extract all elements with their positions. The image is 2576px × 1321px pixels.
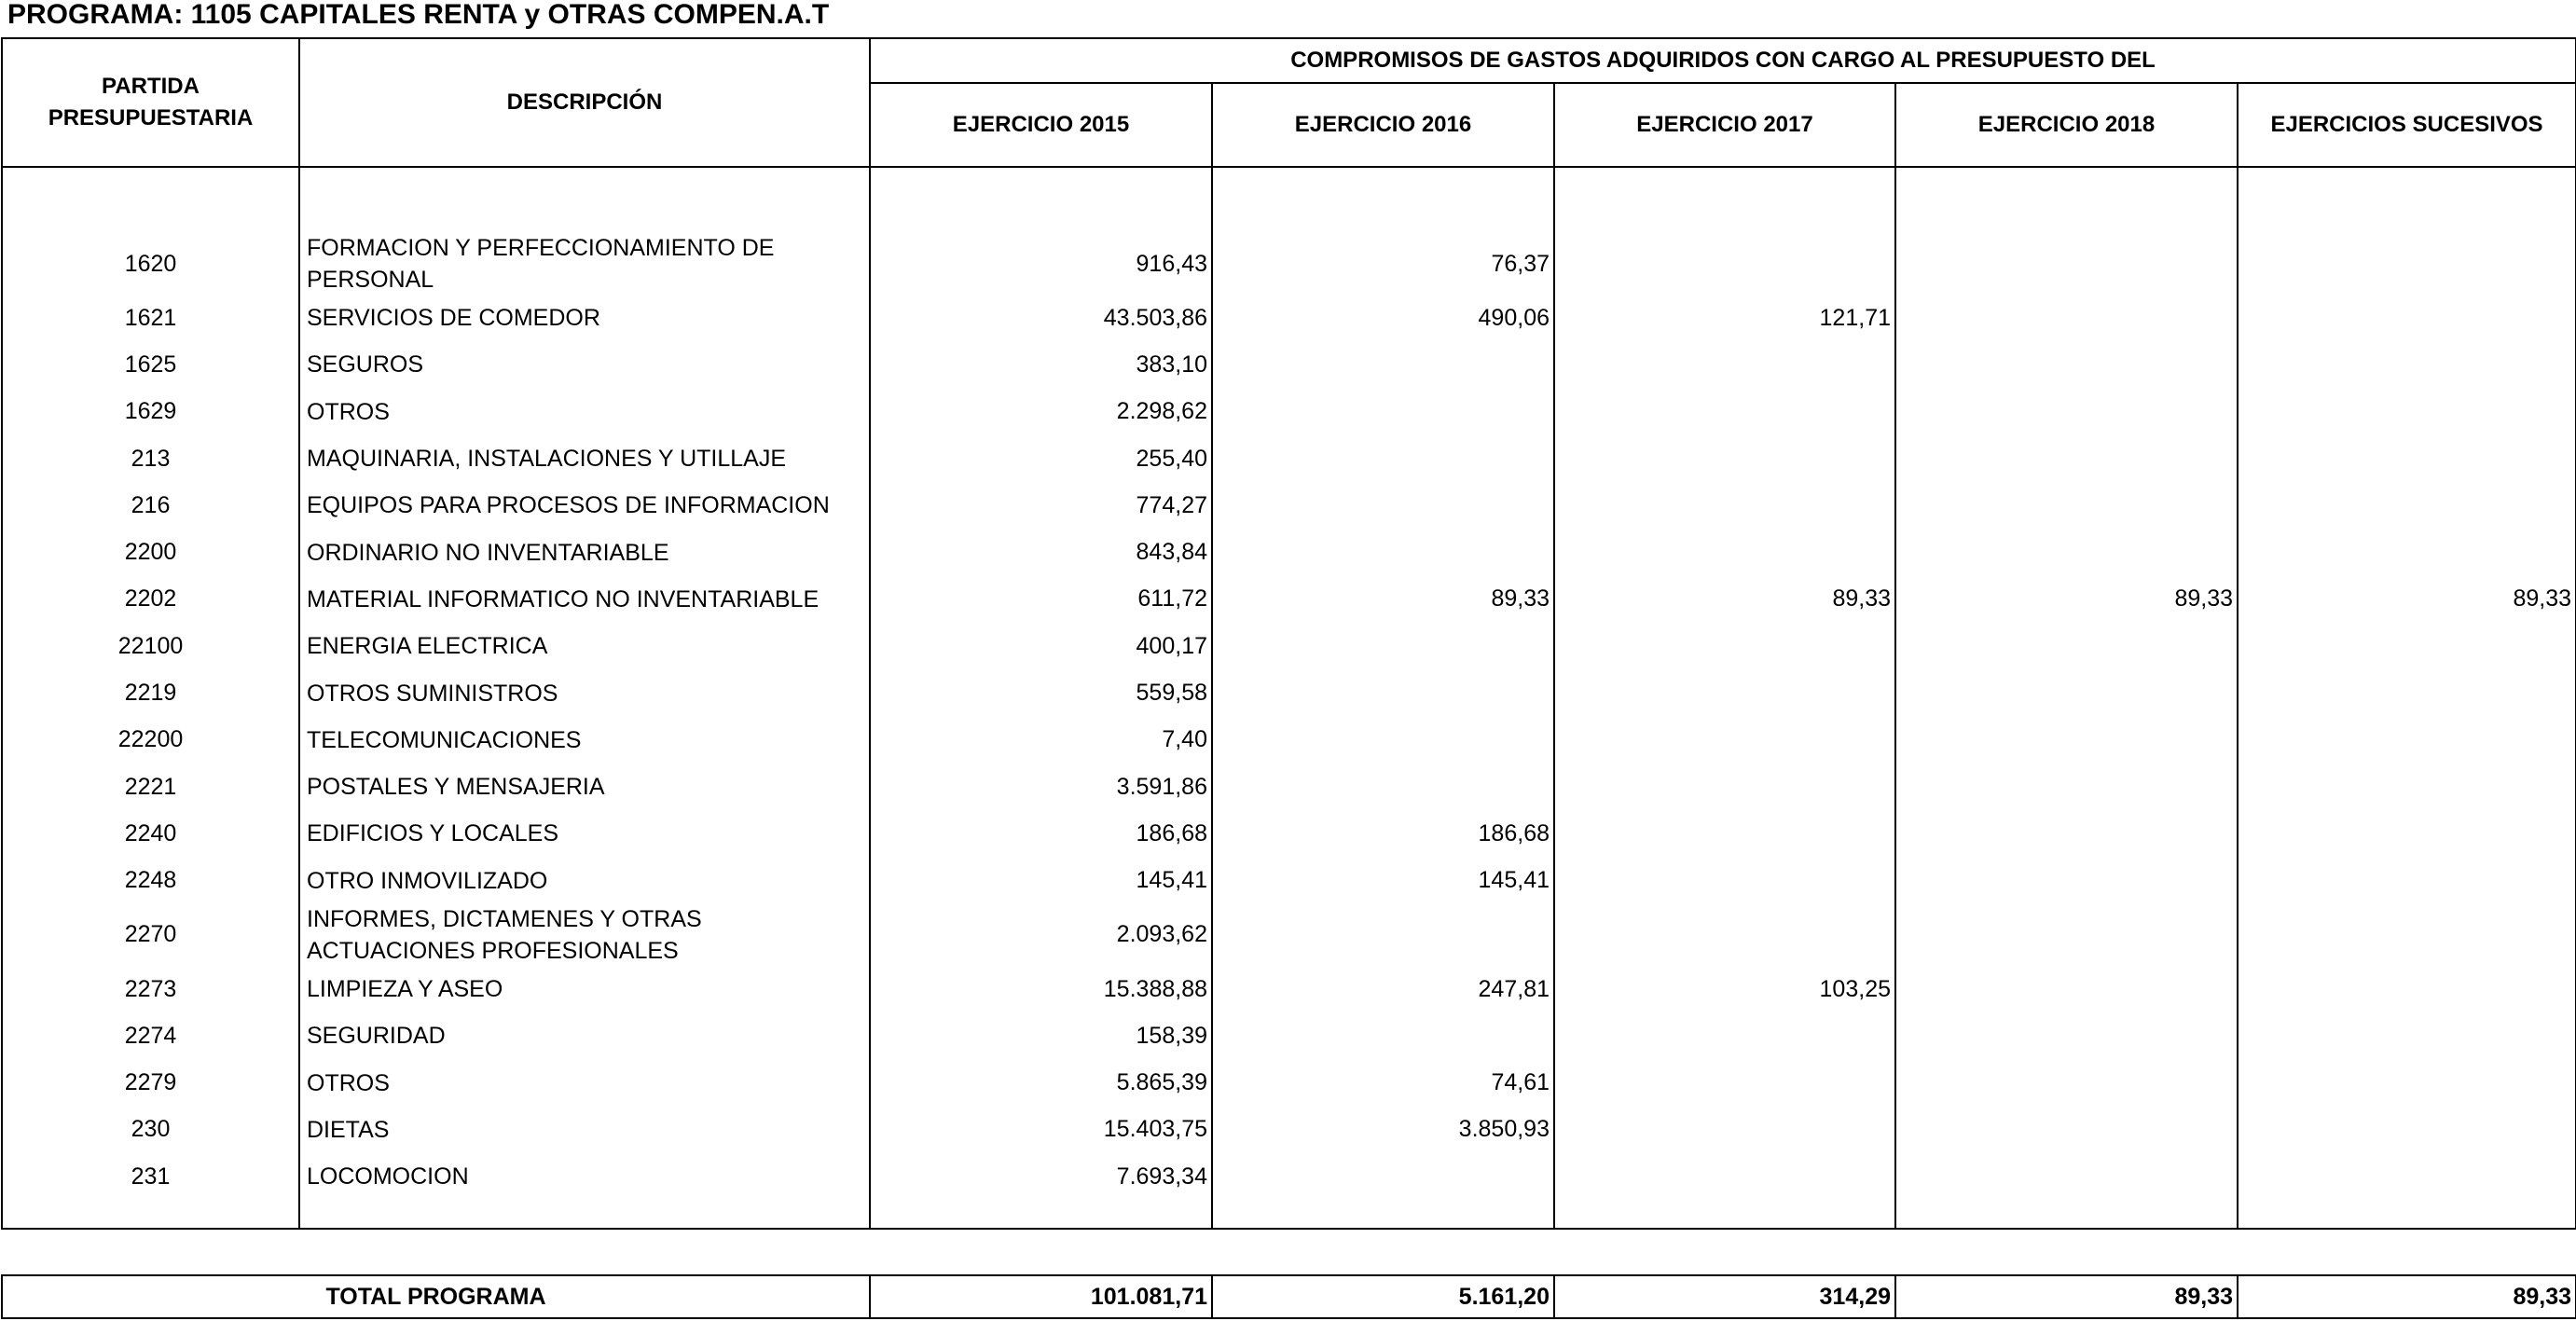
column-2017 [1554, 167, 1895, 1229]
row-value-sucesivos [2239, 529, 2575, 575]
row-value-2016 [1213, 435, 1553, 482]
total-row [2, 1275, 2576, 1318]
row-code: 216 [131, 491, 171, 518]
row-value-2016: 74,61 [1491, 1069, 1550, 1096]
row-value-2015: 7,40 [1162, 726, 1207, 753]
row-value-2017 [1555, 669, 1894, 716]
row-value-2018 [1896, 669, 2237, 716]
row-value-2016: 247,81 [1478, 975, 1550, 1002]
row-value-sucesivos [2239, 717, 2575, 764]
row-description: INFORMES, DICTAMENES Y OTRAS ACTUACIONES PROFESIONALES [307, 905, 702, 964]
row-value-2015: 400,17 [1136, 632, 1207, 659]
row-code: 2273 [124, 975, 177, 1002]
total-sucesivos: 89,33 [2238, 1275, 2576, 1318]
row-description: SERVICIOS DE COMEDOR [307, 305, 600, 332]
total-table [1, 1274, 2576, 1319]
row-value-2017 [1555, 810, 1894, 857]
column-sucesivos [2238, 167, 2576, 1229]
row-value-2017 [1555, 435, 1894, 482]
column-descripcion [299, 167, 870, 1229]
row-code: 2279 [124, 1069, 177, 1096]
row-value-sucesivos [2239, 669, 2575, 716]
row-value-sucesivos [2239, 623, 2575, 669]
header-partida: PARTIDA PRESUPUESTARIA [2, 38, 299, 167]
row-description: ORDINARIO NO INVENTARIABLE [307, 539, 669, 566]
row-value-2016: 145,41 [1478, 867, 1550, 894]
row-code: 231 [131, 1163, 171, 1190]
total-2015: 101.081,71 [870, 1275, 1212, 1318]
row-value-2018 [1896, 389, 2237, 435]
row-description: ENERGIA ELECTRICA [307, 633, 548, 660]
row-value-2016 [1213, 341, 1553, 388]
row-value-2018 [1896, 1059, 2237, 1106]
row-value-2015: 559,58 [1136, 680, 1207, 707]
row-value-2016: 76,37 [1491, 250, 1550, 277]
row-value-2018 [1896, 966, 2237, 1012]
row-code: 1625 [124, 351, 177, 378]
row-code: 2200 [124, 539, 177, 566]
row-value-2017 [1555, 529, 1894, 575]
column-2018 [1895, 167, 2238, 1229]
row-value-2018 [1896, 764, 2237, 810]
row-value-2017 [1555, 389, 1894, 435]
row-description: POSTALES Y MENSAJERIA [307, 774, 605, 801]
header-compromisos: COMPROMISOS DE GASTOS ADQUIRIDOS CON CARGO AL PRESUPUESTO DEL [870, 38, 2576, 83]
row-value-2018 [1896, 435, 2237, 482]
row-description: OTROS SUMINISTROS [307, 680, 558, 707]
row-value-2016 [1213, 669, 1553, 716]
row-value-2018 [1896, 858, 2237, 904]
row-code: 2248 [124, 867, 177, 894]
row-value-2017: 103,25 [1819, 975, 1891, 1002]
header-ejercicio-2017: EJERCICIO 2017 [1554, 83, 1895, 167]
row-value-2016 [1213, 482, 1553, 529]
total-2018: 89,33 [1895, 1275, 2238, 1318]
header-ejercicio-2018: EJERCICIO 2018 [1895, 83, 2238, 167]
row-value-2018 [1896, 717, 2237, 764]
row-value-sucesivos [2239, 435, 2575, 482]
row-value-2015: 2.093,62 [1116, 921, 1207, 948]
row-value-2016 [1213, 1012, 1553, 1059]
row-value-2015: 3.591,86 [1116, 773, 1207, 800]
row-value-sucesivos [2239, 295, 2575, 341]
row-value-2015: 5.865,39 [1116, 1069, 1207, 1096]
row-value-sucesivos [2239, 233, 2575, 295]
row-value-sucesivos [2239, 1012, 2575, 1059]
row-value-2015: 843,84 [1136, 539, 1207, 566]
row-code: 2240 [124, 819, 177, 846]
row-value-2018 [1896, 529, 2237, 575]
row-code: 1629 [124, 398, 177, 425]
total-2017: 314,29 [1554, 1275, 1895, 1318]
row-code: 1621 [124, 304, 177, 331]
row-value-2015: 916,43 [1136, 250, 1207, 277]
row-value-2017 [1555, 1012, 1894, 1059]
row-value-2018 [1896, 904, 2237, 966]
row-value-2016: 186,68 [1478, 819, 1550, 846]
row-value-sucesivos [2239, 966, 2575, 1012]
header-ejercicio-2016: EJERCICIO 2016 [1212, 83, 1554, 167]
row-description: OTROS [307, 1069, 390, 1096]
row-value-2015: 2.298,62 [1116, 398, 1207, 425]
row-value-2018 [1896, 1153, 2237, 1200]
row-value-2017 [1555, 623, 1894, 669]
row-code: 1620 [124, 250, 177, 277]
row-description: LOCOMOCION [307, 1163, 469, 1190]
row-code: 22100 [117, 632, 184, 659]
row-value-2017: 89,33 [1832, 585, 1891, 612]
row-value-2017 [1555, 717, 1894, 764]
row-description: OTRO INMOVILIZADO [307, 867, 548, 894]
row-value-2016: 490,06 [1478, 304, 1550, 331]
row-code: 2202 [124, 585, 177, 612]
row-value-2016 [1213, 904, 1553, 966]
row-value-2016 [1213, 389, 1553, 435]
row-code: 230 [131, 1116, 171, 1143]
header-ejercicio-2015: EJERCICIO 2015 [870, 83, 1212, 167]
row-description: MAQUINARIA, INSTALACIONES Y UTILLAJE [307, 446, 787, 473]
row-value-2017: 121,71 [1819, 304, 1891, 331]
row-value-2018 [1896, 1107, 2237, 1153]
row-value-2016: 89,33 [1491, 585, 1550, 612]
row-value-2017 [1555, 1153, 1894, 1200]
header-ejercicios-sucesivos: EJERCICIOS SUCESIVOS [2238, 83, 2576, 167]
row-value-2015: 7.693,34 [1116, 1163, 1207, 1190]
row-value-2016 [1213, 1153, 1553, 1200]
row-value-2017 [1555, 341, 1894, 388]
total-label: TOTAL PROGRAMA [2, 1275, 870, 1318]
row-value-2018 [1896, 810, 2237, 857]
row-value-2016 [1213, 717, 1553, 764]
row-value-2016 [1213, 764, 1553, 810]
row-description: EDIFICIOS Y LOCALES [307, 820, 559, 847]
row-value-2018 [1896, 482, 2237, 529]
row-code: 2219 [124, 680, 177, 707]
row-description: FORMACION Y PERFECCIONAMIENTO DE PERSONAL [307, 235, 775, 293]
row-value-sucesivos [2239, 1059, 2575, 1106]
row-code: 2221 [124, 773, 177, 800]
row-value-2015: 145,41 [1136, 867, 1207, 894]
header-descripcion: DESCRIPCIÓN [299, 38, 870, 167]
row-value-2018 [1896, 295, 2237, 341]
row-value-2017 [1555, 904, 1894, 966]
row-value-sucesivos [2239, 1153, 2575, 1200]
row-value-2016: 3.850,93 [1458, 1116, 1550, 1143]
row-value-2015: 611,72 [1137, 585, 1207, 612]
row-code: 2274 [124, 1022, 177, 1049]
row-value-2018 [1896, 233, 2237, 295]
row-value-sucesivos [2239, 858, 2575, 904]
column-2015 [870, 167, 1212, 1229]
row-code: 213 [131, 445, 171, 472]
row-value-sucesivos [2239, 764, 2575, 810]
column-2016 [1212, 167, 1554, 1229]
row-value-sucesivos [2239, 1107, 2575, 1153]
row-value-2017 [1555, 1107, 1894, 1153]
row-value-2017 [1555, 233, 1894, 295]
row-value-2017 [1555, 482, 1894, 529]
row-value-2018: 89,33 [2174, 585, 2233, 612]
row-value-sucesivos [2239, 904, 2575, 966]
row-value-sucesivos [2239, 482, 2575, 529]
row-value-2015: 43.503,86 [1103, 304, 1207, 331]
row-code: 22200 [117, 726, 184, 753]
row-value-2018 [1896, 623, 2237, 669]
row-value-2018 [1896, 1012, 2237, 1059]
row-value-2016 [1213, 529, 1553, 575]
row-description: LIMPIEZA Y ASEO [307, 976, 503, 1002]
row-value-2015: 15.388,88 [1103, 975, 1207, 1002]
row-value-sucesivos: 89,33 [2513, 585, 2572, 612]
row-value-sucesivos [2239, 341, 2575, 388]
row-value-2015: 255,40 [1136, 445, 1207, 472]
row-description: DIETAS [307, 1116, 390, 1143]
row-value-2015: 158,39 [1136, 1022, 1207, 1049]
row-value-sucesivos [2239, 810, 2575, 857]
row-description: EQUIPOS PARA PROCESOS DE INFORMACION [307, 492, 830, 519]
row-value-2017 [1555, 858, 1894, 904]
row-value-2015: 383,10 [1136, 351, 1207, 378]
row-code: 2270 [124, 921, 177, 948]
budget-table [1, 37, 2576, 1230]
row-value-sucesivos [2239, 389, 2575, 435]
row-value-2015: 774,27 [1136, 491, 1207, 518]
column-partida [2, 167, 299, 1229]
row-value-2015: 186,68 [1136, 819, 1207, 846]
row-value-2015: 15.403,75 [1103, 1116, 1207, 1143]
row-value-2016 [1213, 623, 1553, 669]
row-value-2018 [1896, 341, 2237, 388]
total-2016: 5.161,20 [1212, 1275, 1554, 1318]
row-description: SEGURIDAD [307, 1023, 446, 1050]
row-value-2017 [1555, 1059, 1894, 1106]
row-description: SEGUROS [307, 351, 424, 378]
row-description: MATERIAL INFORMATICO NO INVENTARIABLE [307, 585, 820, 612]
row-value-2017 [1555, 764, 1894, 810]
row-description: OTROS [307, 398, 390, 425]
row-description: TELECOMUNICACIONES [307, 726, 582, 753]
page-title: PROGRAMA: 1105 CAPITALES RENTA y OTRAS COMPEN.A.T [7, 0, 830, 30]
